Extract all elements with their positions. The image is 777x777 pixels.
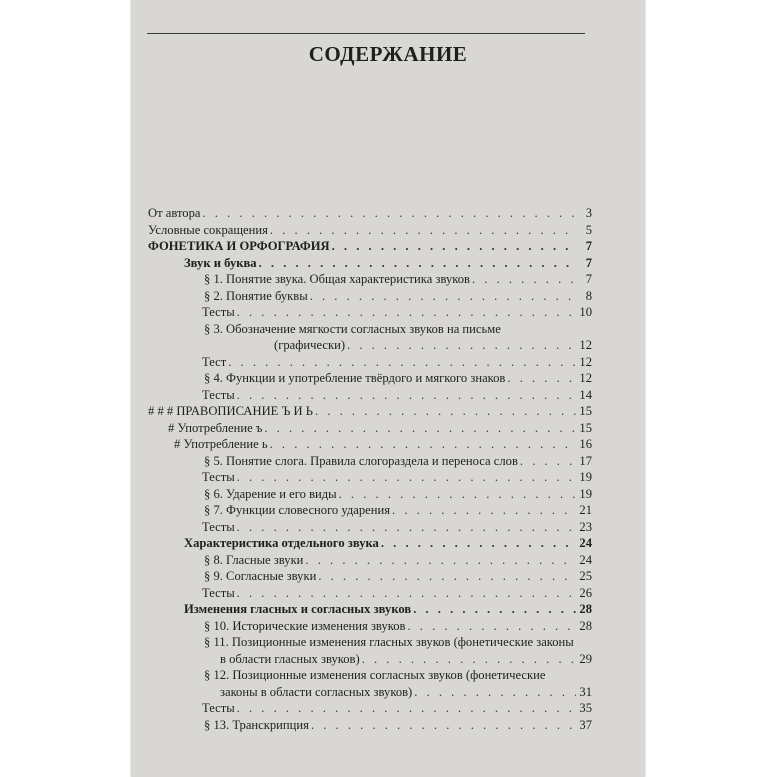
toc-section-heading[interactable]: ФОНЕТИКА И ОРФОГРАФИЯ . . . 7 (148, 238, 592, 255)
toc-entry[interactable]: # Употребление ь . . . 16 (148, 436, 592, 453)
toc-entry[interactable]: Тесты . . . 10 (148, 304, 592, 321)
toc-section-heading[interactable]: # # # ПРАВОПИСАНИЕ Ъ И Ь . . . 15 (148, 403, 592, 420)
toc-entry[interactable]: § 10. Исторические изменения звуков . . . 28 (148, 618, 592, 635)
toc-entry[interactable]: Тесты . . . 35 (148, 700, 592, 717)
toc-subsection-heading[interactable]: Звук и буква . . . 7 (148, 255, 592, 272)
toc-entry-multiline[interactable]: § 11. Позиционные изменения гласных звуков (фонетические законы в области гласных звуков) . . . 29 (148, 634, 592, 667)
toc-entry[interactable]: § 6. Ударение и его виды . . . 19 (148, 486, 592, 503)
toc-entry[interactable]: Тесты . . . 26 (148, 585, 592, 602)
toc-entry[interactable]: Тесты . . . 14 (148, 387, 592, 404)
toc-entry-multiline[interactable]: § 3. Обозначение мягкости согласных звуков на письме (графически) . . . 12 (148, 321, 592, 354)
toc-entry[interactable]: # Употребление ъ . . . 15 (148, 420, 592, 437)
toc-entry[interactable]: § 7. Функции словесного ударения . . . 21 (148, 502, 592, 519)
toc-entry[interactable]: Условные сокращения . . . 5 (148, 222, 592, 239)
header-rule (147, 33, 585, 34)
page-title: СОДЕРЖАНИЕ (308, 42, 468, 66)
toc-entry[interactable]: Тест . . . 12 (148, 354, 592, 371)
toc-entry[interactable]: § 4. Функции и употребление твёрдого и мягкого знаков . . . 12 (148, 370, 592, 387)
toc-entry[interactable]: § 5. Понятие слога. Правила слогораздела и переноса слов . . . 17 (148, 453, 592, 470)
table-of-contents (148, 205, 592, 733)
toc-entry[interactable]: § 9. Согласные звуки . . . 25 (148, 568, 592, 585)
toc-entry-multiline[interactable]: § 12. Позиционные изменения согласных звуков (фонетические законы в области согласных звуков) . . . 31 (148, 667, 592, 700)
toc-subsection-heading[interactable]: Характеристика отдельного звука . . . 24 (148, 535, 592, 552)
toc-entry[interactable]: Тесты . . . 19 (148, 469, 592, 486)
toc-subsection-heading[interactable]: Изменения гласных и согласных звуков . . . 28 (148, 601, 592, 618)
toc-entry[interactable]: § 8. Гласные звуки . . . 24 (148, 552, 592, 569)
toc-entry[interactable]: Тесты . . . 23 (148, 519, 592, 536)
toc-entry[interactable]: § 1. Понятие звука. Общая характеристика звуков . . . 7 (148, 271, 592, 288)
toc-entry[interactable]: § 13. Транскрипция . . . 37 (148, 717, 592, 734)
toc-entry[interactable]: От автора . . . 3 (148, 205, 592, 222)
toc-entry[interactable]: § 2. Понятие буквы . . . 8 (148, 288, 592, 305)
